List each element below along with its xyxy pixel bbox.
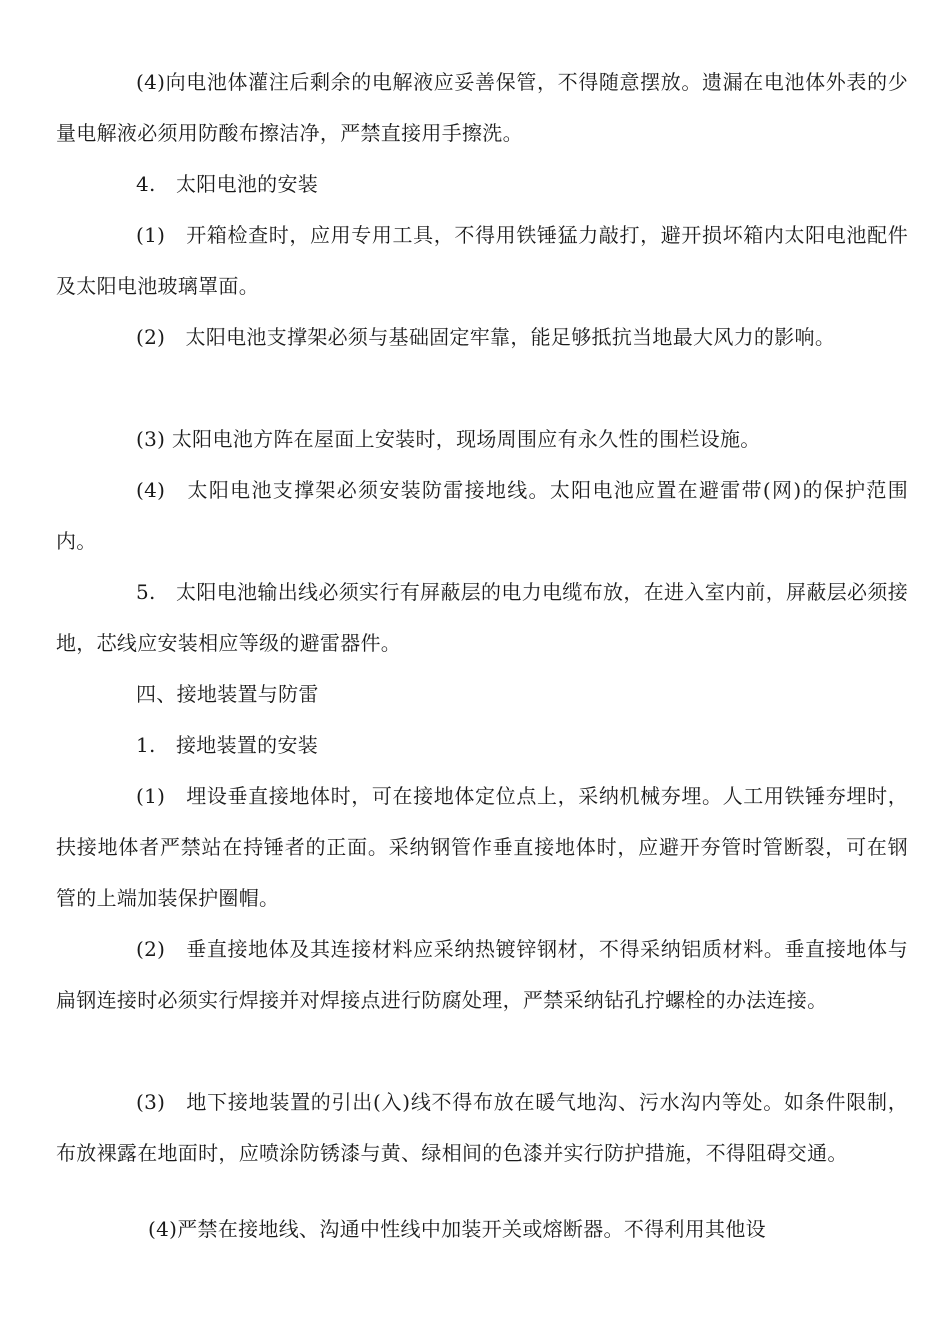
paragraph-electrolyte-storage: (4)向电池体灌注后剩余的电解液应妥善保管，不得随意摆放。遗漏在电池体外表的少量电解液必须用防酸布擦洁净，严禁直接用手擦洗。 <box>56 70 908 145</box>
paragraph-no-switch: (4)严禁在接地线、沟通中性线中加装开关或熔断器。不得利用其他设 <box>148 1217 766 1241</box>
paragraph-lightning-ground: (4) 太阳电池支撑架必须安装防雷接地线。太阳电池应置在避雷带(网)的保护范围内。 <box>56 478 908 553</box>
paragraph-unpacking: (1) 开箱检查时，应用专用工具，不得用铁锤猛力敲打，避开损坏箱内太阳电池配件及太阳电池玻璃罩面。 <box>56 223 908 298</box>
heading-solar-installation: 4. 太阳电池的安装 <box>136 172 319 196</box>
paragraph-galvanized-steel: (2) 垂直接地体及其连接材料应采纳热镀锌钢材，不得采纳铝质材料。垂直接地体与扁钢连接时必须实行焊接并对焊接点进行防腐处理，严禁采纳钻孔拧螺栓的办法连接。 <box>56 937 908 1012</box>
paragraph-output-cable: 5. 太阳电池输出线必须实行有屏蔽层的电力电缆布放，在进入室内前，屏蔽层必须接地，芯线应安装相应等级的避雷器件。 <box>56 580 908 655</box>
paragraph-lead-wire: (3) 地下接地装置的引出(入)线不得布放在暖气地沟、污水沟内等处。如条件限制，布放裸露在地面时，应喷涂防锈漆与黄、绿相间的色漆并实行防护措施，不得阻碍交通。 <box>56 1090 908 1165</box>
paragraph-vertical-ground: (1) 埋设垂直接地体时，可在接地体定位点上，采纳机械夯埋。人工用铁锤夯埋时，扶接地体者严禁站在持锤者的正面。采纳钢管作垂直接地体时，应避开夯管时管断裂，可在钢管的上端加装保护圈帽。 <box>56 784 908 910</box>
heading-grounding-install: 1. 接地装置的安装 <box>136 733 319 757</box>
paragraph-support-frame: (2) 太阳电池支撑架必须与基础固定牢靠，能足够抵抗当地最大风力的影响。 <box>136 325 836 349</box>
heading-grounding-section: 四、接地装置与防雷 <box>136 682 319 706</box>
paragraph-roof-array: (3) 太阳电池方阵在屋面上安装时，现场周围应有永久性的围栏设施。 <box>136 427 761 451</box>
